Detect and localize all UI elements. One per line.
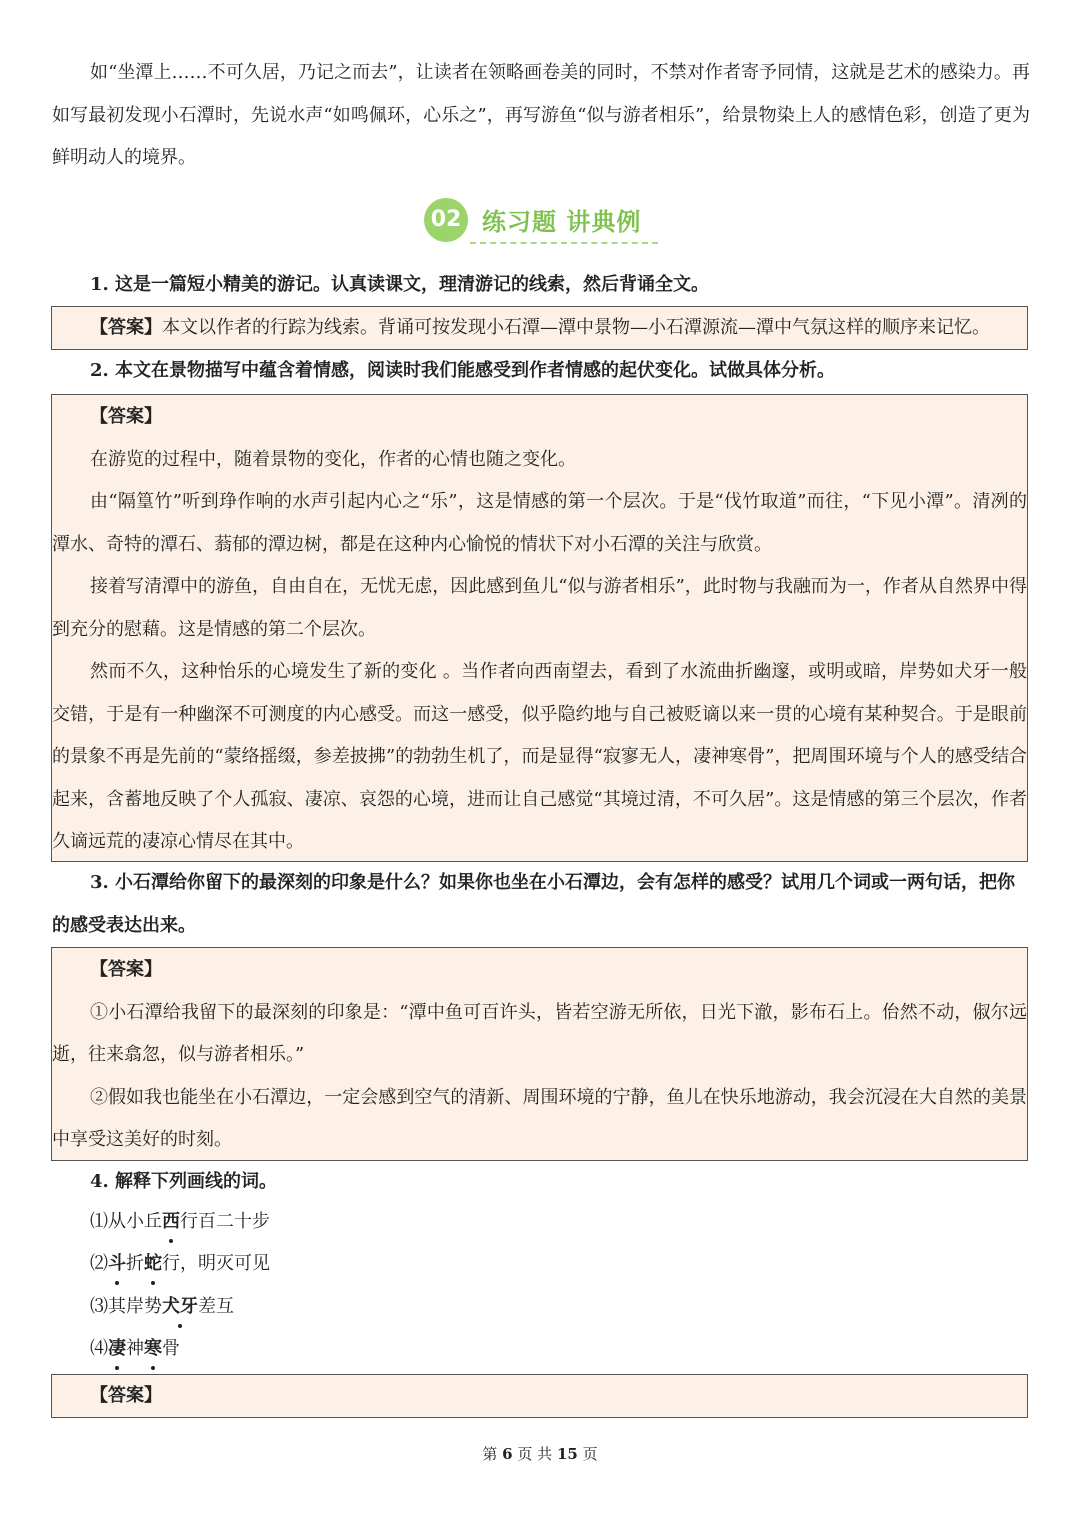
answer-2-paragraph: 然而不久，这种怡乐的心境发生了新的变化 。当作者向西南望去，看到了水流曲折幽邃，或明或暗，岸势如犬牙一般交错，于是有一种幽深不可测度的内心感受。而这一感受，似乎隐约地与自己被贬谪以来一贯的心境有某种契合。于是眼前的景象不再是先前的“蒙络摇缀，参差披拂”的勃勃生机了，而是显得“寂寥无人，凄神寒骨”，把周围环境与个人的感受结合起来，含蓄地反映了个人孤寂、凄凉、哀怨的心境，进而让自己感觉“其境过清，不可久居”。这是情感的第三个层次，作者久谪远荒的凄凉心情尽在其中。 [52, 661, 1027, 852]
intro-paragraph: 如“坐潭上……不可久居，乃记之而去”，让读者在领略画卷美的同时，不禁对作者寄予同情，这就是艺术的感染力。再如写最初发现小石潭时，先说水声“如鸣佩环，心乐之”，再写游鱼“似与游者相乐”，给景物染上人的感情色彩，创造了更为鲜明动人的境界。 [52, 62, 1030, 168]
question-4: 4. 解释下列画线的词。 [90, 1171, 278, 1192]
q4-item: ⑵斗折蛇行，明灭可见 [90, 1243, 270, 1286]
underlined-word: 凄 [108, 1328, 126, 1371]
q4-item: ⑶其岸势犬牙差互 [90, 1286, 234, 1329]
question-1: 1. 这是一篇短小精美的游记。认真读课文，理清游记的线索，然后背诵全文。 [90, 274, 710, 295]
answer-2-paragraph: 接着写清潭中的游鱼，自由自在，无忧无虑，因此感到鱼儿“似与游者相乐”，此时物与我融而为一，作者从自然界中得到充分的慰藉。这是情感的第二个层次。 [52, 576, 1027, 640]
answer-1-text: 本文以作者的行踪为线索。背诵可按发现小石潭—潭中景物—小石潭源流—潭中气氛这样的顺序来记忆。 [162, 317, 990, 338]
question-2: 2. 本文在景物描写中蕴含着情感，阅读时我们能感受到作者情感的起伏变化。试做具体分析。 [90, 360, 836, 381]
answer-box-2 [51, 394, 1028, 862]
answer-1 [52, 307, 1027, 349]
underlined-word: 蛇 [144, 1243, 162, 1286]
answer-label: 【答案】 [90, 317, 162, 338]
page-footer: 第 6 页 共 15 页 [482, 1445, 598, 1463]
underlined-word: 犬牙 [162, 1286, 198, 1329]
q4-item: ⑷凄神寒骨 [90, 1328, 180, 1371]
underlined-word: 斗 [108, 1243, 126, 1286]
page-total: 15 [556, 1445, 578, 1463]
answer-3-paragraph: ②假如我也能坐在小石潭边，一定会感到空气的清新、周围环境的宁静，鱼儿在快乐地游动，我会沉浸在大自然的美景中享受这美好的时刻。 [52, 1086, 1027, 1150]
answer-box-1 [51, 306, 1028, 350]
answer-2-paragraph: 由“隔篁竹”听到琤作响的水声引起内心之“乐”，这是情感的第一个层次。于是“伐竹取道”而往，“下见小潭”。清冽的潭水、奇特的潭石、蓊郁的潭边树，都是在这种内心愉悦的情状下对小石潭的关注与欣赏。 [52, 491, 1027, 555]
section-title: 练习题 讲典例 [482, 208, 642, 236]
section-underline [470, 242, 658, 244]
answer-2-paragraph: 在游览的过程中，随着景物的变化，作者的心情也随之变化。 [90, 448, 576, 470]
section-number: 02 [424, 198, 468, 242]
answer-box-4 [51, 1374, 1028, 1418]
section-header [424, 196, 664, 248]
q4-item: ⑴从小丘西行百二十步 [90, 1201, 270, 1244]
answer-label: 【答案】 [90, 1385, 162, 1406]
underlined-word: 寒 [144, 1328, 162, 1371]
answer-3-paragraph: ①小石潭给我留下的最深刻的印象是：“潭中鱼可百许头，皆若空游无所依，日光下澈，影布石上。佁然不动，俶尔远逝，往来翕忽，似与游者相乐。” [52, 1001, 1027, 1065]
underlined-word: 西 [162, 1201, 180, 1244]
answer-box-3 [51, 947, 1028, 1161]
answer-label: 【答案】 [90, 959, 162, 980]
question-3: 3. 小石潭给你留下的最深刻的印象是什么？如果你也坐在小石潭边，会有怎样的感受？试用几个词或一两句话，把你的感受表达出来。 [52, 872, 1016, 936]
page-number: 6 [502, 1445, 513, 1463]
answer-label: 【答案】 [90, 406, 162, 427]
